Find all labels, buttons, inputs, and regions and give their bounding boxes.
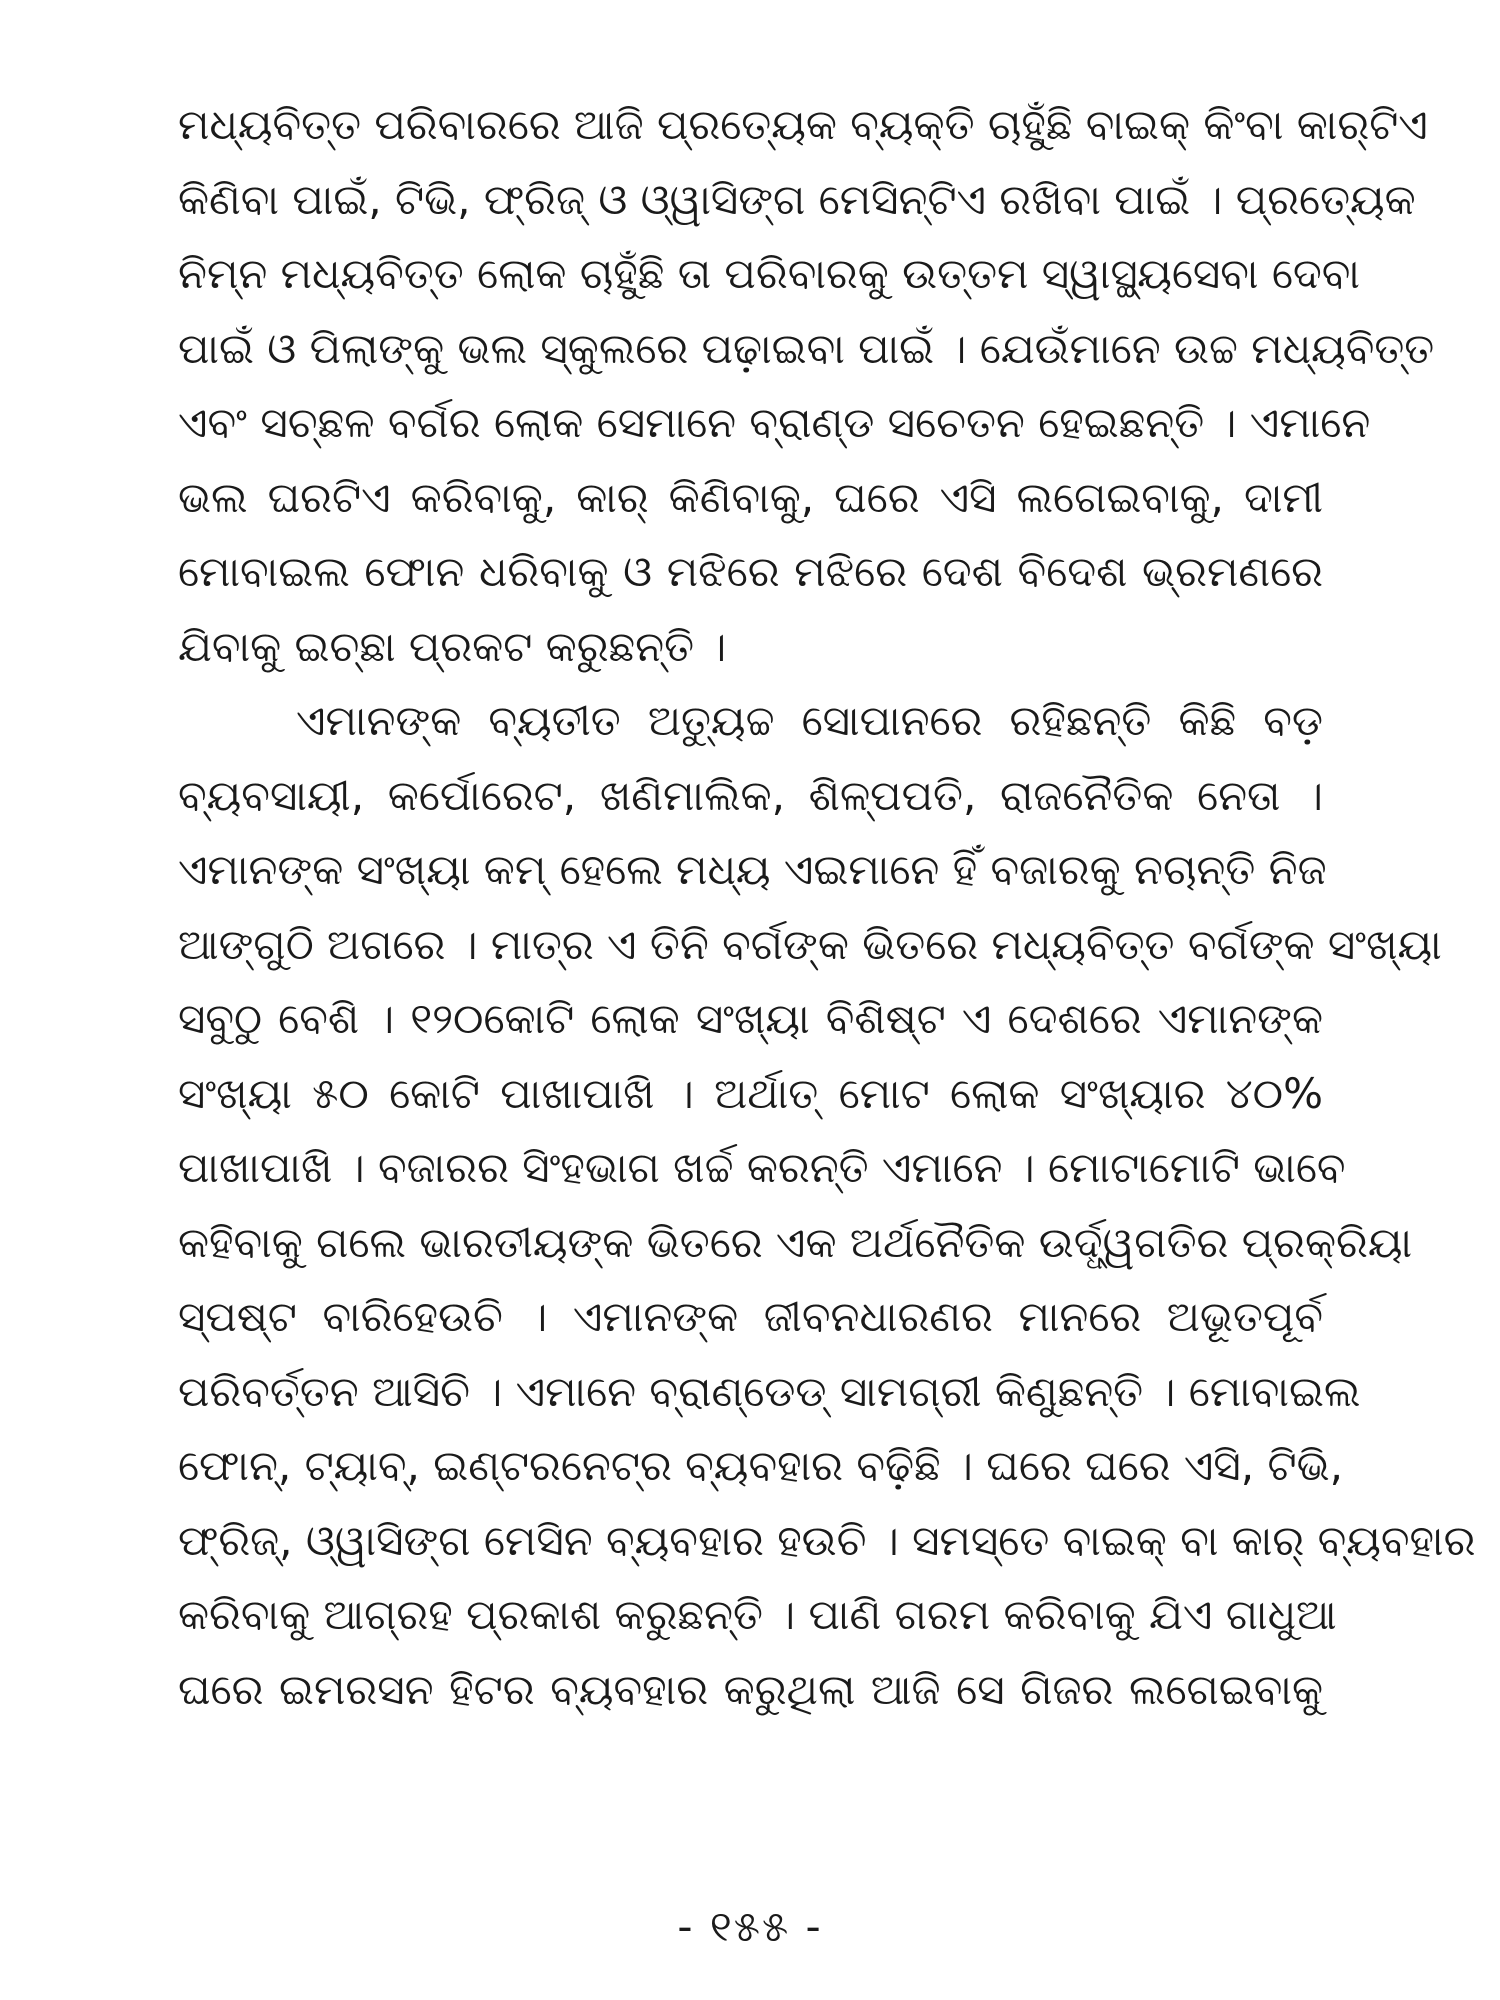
text-line: ସ୍ପଷ୍ଟ ବାରିହେଉଚି । ଏମାନଙ୍କ ଜୀବନଧାରଣର ମାନରେ ଅଭୂତପୂର୍ବ xyxy=(178,1292,1323,1341)
text-line: କରିବାକୁ ଆଗ୍ରହ ପ୍ରକାଶ କରୁଛନ୍ତି । ପାଣି ଗରମ କରିବାକୁ ଯିଏ ଗାଧୁଆ xyxy=(178,1590,1337,1639)
text-line: ଫ୍ରିଜ୍, ଓ୍ୱାସିଙ୍ଗ ମେସିନ ବ୍ୟବହାର ହଉଚି । ସମସ୍ତେ ବାଇକ୍ ବା କାର୍ ବ୍ୟବହାର xyxy=(178,1515,1476,1565)
text-line: ବ୍ୟବସାୟୀ, କର୍ପୋରେଟ, ଖଣିମାଲିକ, ଶିଳ୍ପପତି, ରାଜନୈତିକ ନେତା । xyxy=(178,770,1323,820)
paragraph-1 xyxy=(178,88,1435,684)
text-line: ପାଇଁ ଓ ପିଲାଙ୍କୁ ଭଲ ସ୍କୁଲରେ ପଢ଼ାଇବା ପାଇଁ । ଯେଉଁମାନେ ଉଚ୍ଚ ମଧ୍ୟବିତ୍ତ xyxy=(178,323,1435,373)
text-line: ପାଖାପାଖି । ବଜାରର ସିଂହଭାଗ ଖର୍ଚ୍ଚ କରନ୍ତି ଏମାନେ । ମୋଟାମୋଟି ଭାବେ xyxy=(178,1143,1346,1192)
text-line: ଘରେ ଇମରସନ ହିଟର ବ୍ୟବହାର କରୁଥିଲା ଆଜି ସେ ଗିଜର ଲଗେଇବାକୁ xyxy=(178,1664,1323,1714)
text-line: ଯିବାକୁ ଇଚ୍ଛା ପ୍ରକଟ କରୁଛନ୍ତି । xyxy=(178,621,727,671)
text-line: ପରିବର୍ତ୍ତନ ଆସିଚି । ଏମାନେ ବ୍ରାଣ୍ଡେଡ୍ ସାମଗ୍ରୀ କିଣୁଛନ୍ତି । ମୋବାଇଲ xyxy=(178,1366,1361,1416)
paragraph-2 xyxy=(178,684,1476,1727)
page-number: - ୧୫୫ - xyxy=(677,1902,823,1951)
text-line: ଆଙ୍ଗୁଠି ଅଗରେ । ମାତ୍ର ଏ ତିନି ବର୍ଗଙ୍କ ଭିତରେ ମଧ୍ୟବିତ୍ତ ବର୍ଗଙ୍କ ସଂଖ୍ୟା xyxy=(178,919,1442,969)
text-line: ନିମ୍ନ ମଧ୍ୟବିତ୍ତ ଲୋକ ଚାହୁଁଛି ତା ପରିବାରକୁ ଉତ୍ତମ ସ୍ୱାସ୍ଥ୍ୟସେବା ଦେବା xyxy=(178,249,1361,298)
text-line: ଏବଂ ସଚ୍ଛଳ ବର୍ଗର ଲୋକ ସେମାନେ ବ୍ରାଣ୍ଡ ସଚେତନ ହେଇଛନ୍ତି । ଏମାନେ xyxy=(178,398,1371,447)
text-line: ମଧ୍ୟବିତ୍ତ ପରିବାରରେ ଆଜି ପ୍ରତ୍ୟେକ ବ୍ୟକ୍ତି ଚାହୁଁଛି ବାଇକ୍ କିଂବା କାର୍‌ଟିଏ xyxy=(178,100,1428,149)
text-line: ମୋବାଇଲ ଫୋନ ଧରିବାକୁ ଓ ମଝିରେ ମଝିରେ ଦେଶ ବିଦେଶ ଭ୍ରମଣରେ xyxy=(178,547,1323,596)
text-line: ସଂଖ୍ୟା ୫୦ କୋଟି ପାଖାପାଖି । ଅର୍ଥାତ୍ ମୋଟ ଲୋକ ସଂଖ୍ୟାର ୪୦% xyxy=(178,1068,1323,1118)
text-line: ଏମାନଙ୍କ ବ୍ୟତୀତ ଅତ୍ୟୁଚ୍ଚ ସୋପାନରେ ରହିଛନ୍ତି କିଛି ବଡ଼ xyxy=(296,696,1323,745)
text-line: ସବୁଠୁ ବେଶି । ୧୨୦କୋଟି ଲୋକ ସଂଖ୍ୟା ବିଶିଷ୍ଟ ଏ ଦେଶରେ ଏମାନଙ୍କ xyxy=(178,994,1323,1043)
text-line: ଭଲ ଘରଟିଏ କରିବାକୁ, କାର୍ କିଣିବାକୁ, ଘରେ ଏସି ଲଗେଇବାକୁ, ଦାମୀ xyxy=(178,472,1323,522)
text-line: କିଣିବା ପାଇଁ, ଟିଭି, ଫ୍ରିଜ୍ ଓ ଓ୍ୱାସିଙ୍ଗ ମେସିନ୍‌ଟିଏ ରଖିବା ପାଇଁ । ପ୍ରତ୍ୟେକ xyxy=(178,174,1416,224)
text-line: ଏମାନଙ୍କ ସଂଖ୍ୟା କମ୍ ହେଲେ ମଧ୍ୟ ଏଇମାନେ ହିଁ ବଜାରକୁ ନଚାନ୍ତି ନିଜ xyxy=(178,845,1327,894)
body-text xyxy=(178,88,1476,1727)
text-line: କହିବାକୁ ଗଲେ ଭାରତୀୟଙ୍କ ଭିତରେ ଏକ ଅର୍ଥନୈତିକ ଉର୍ଦ୍ଧ୍ୱଗତିର ପ୍ରକ୍ରିୟା xyxy=(178,1217,1413,1267)
text-line: ଫୋନ୍, ଟ୍ୟାବ୍, ଇଣ୍ଟରନେଟ୍‌ର ବ୍ୟବହାର ବଢ଼ିଛି । ଘରେ ଘରେ ଏସି, ଟିଭି, xyxy=(178,1441,1343,1490)
